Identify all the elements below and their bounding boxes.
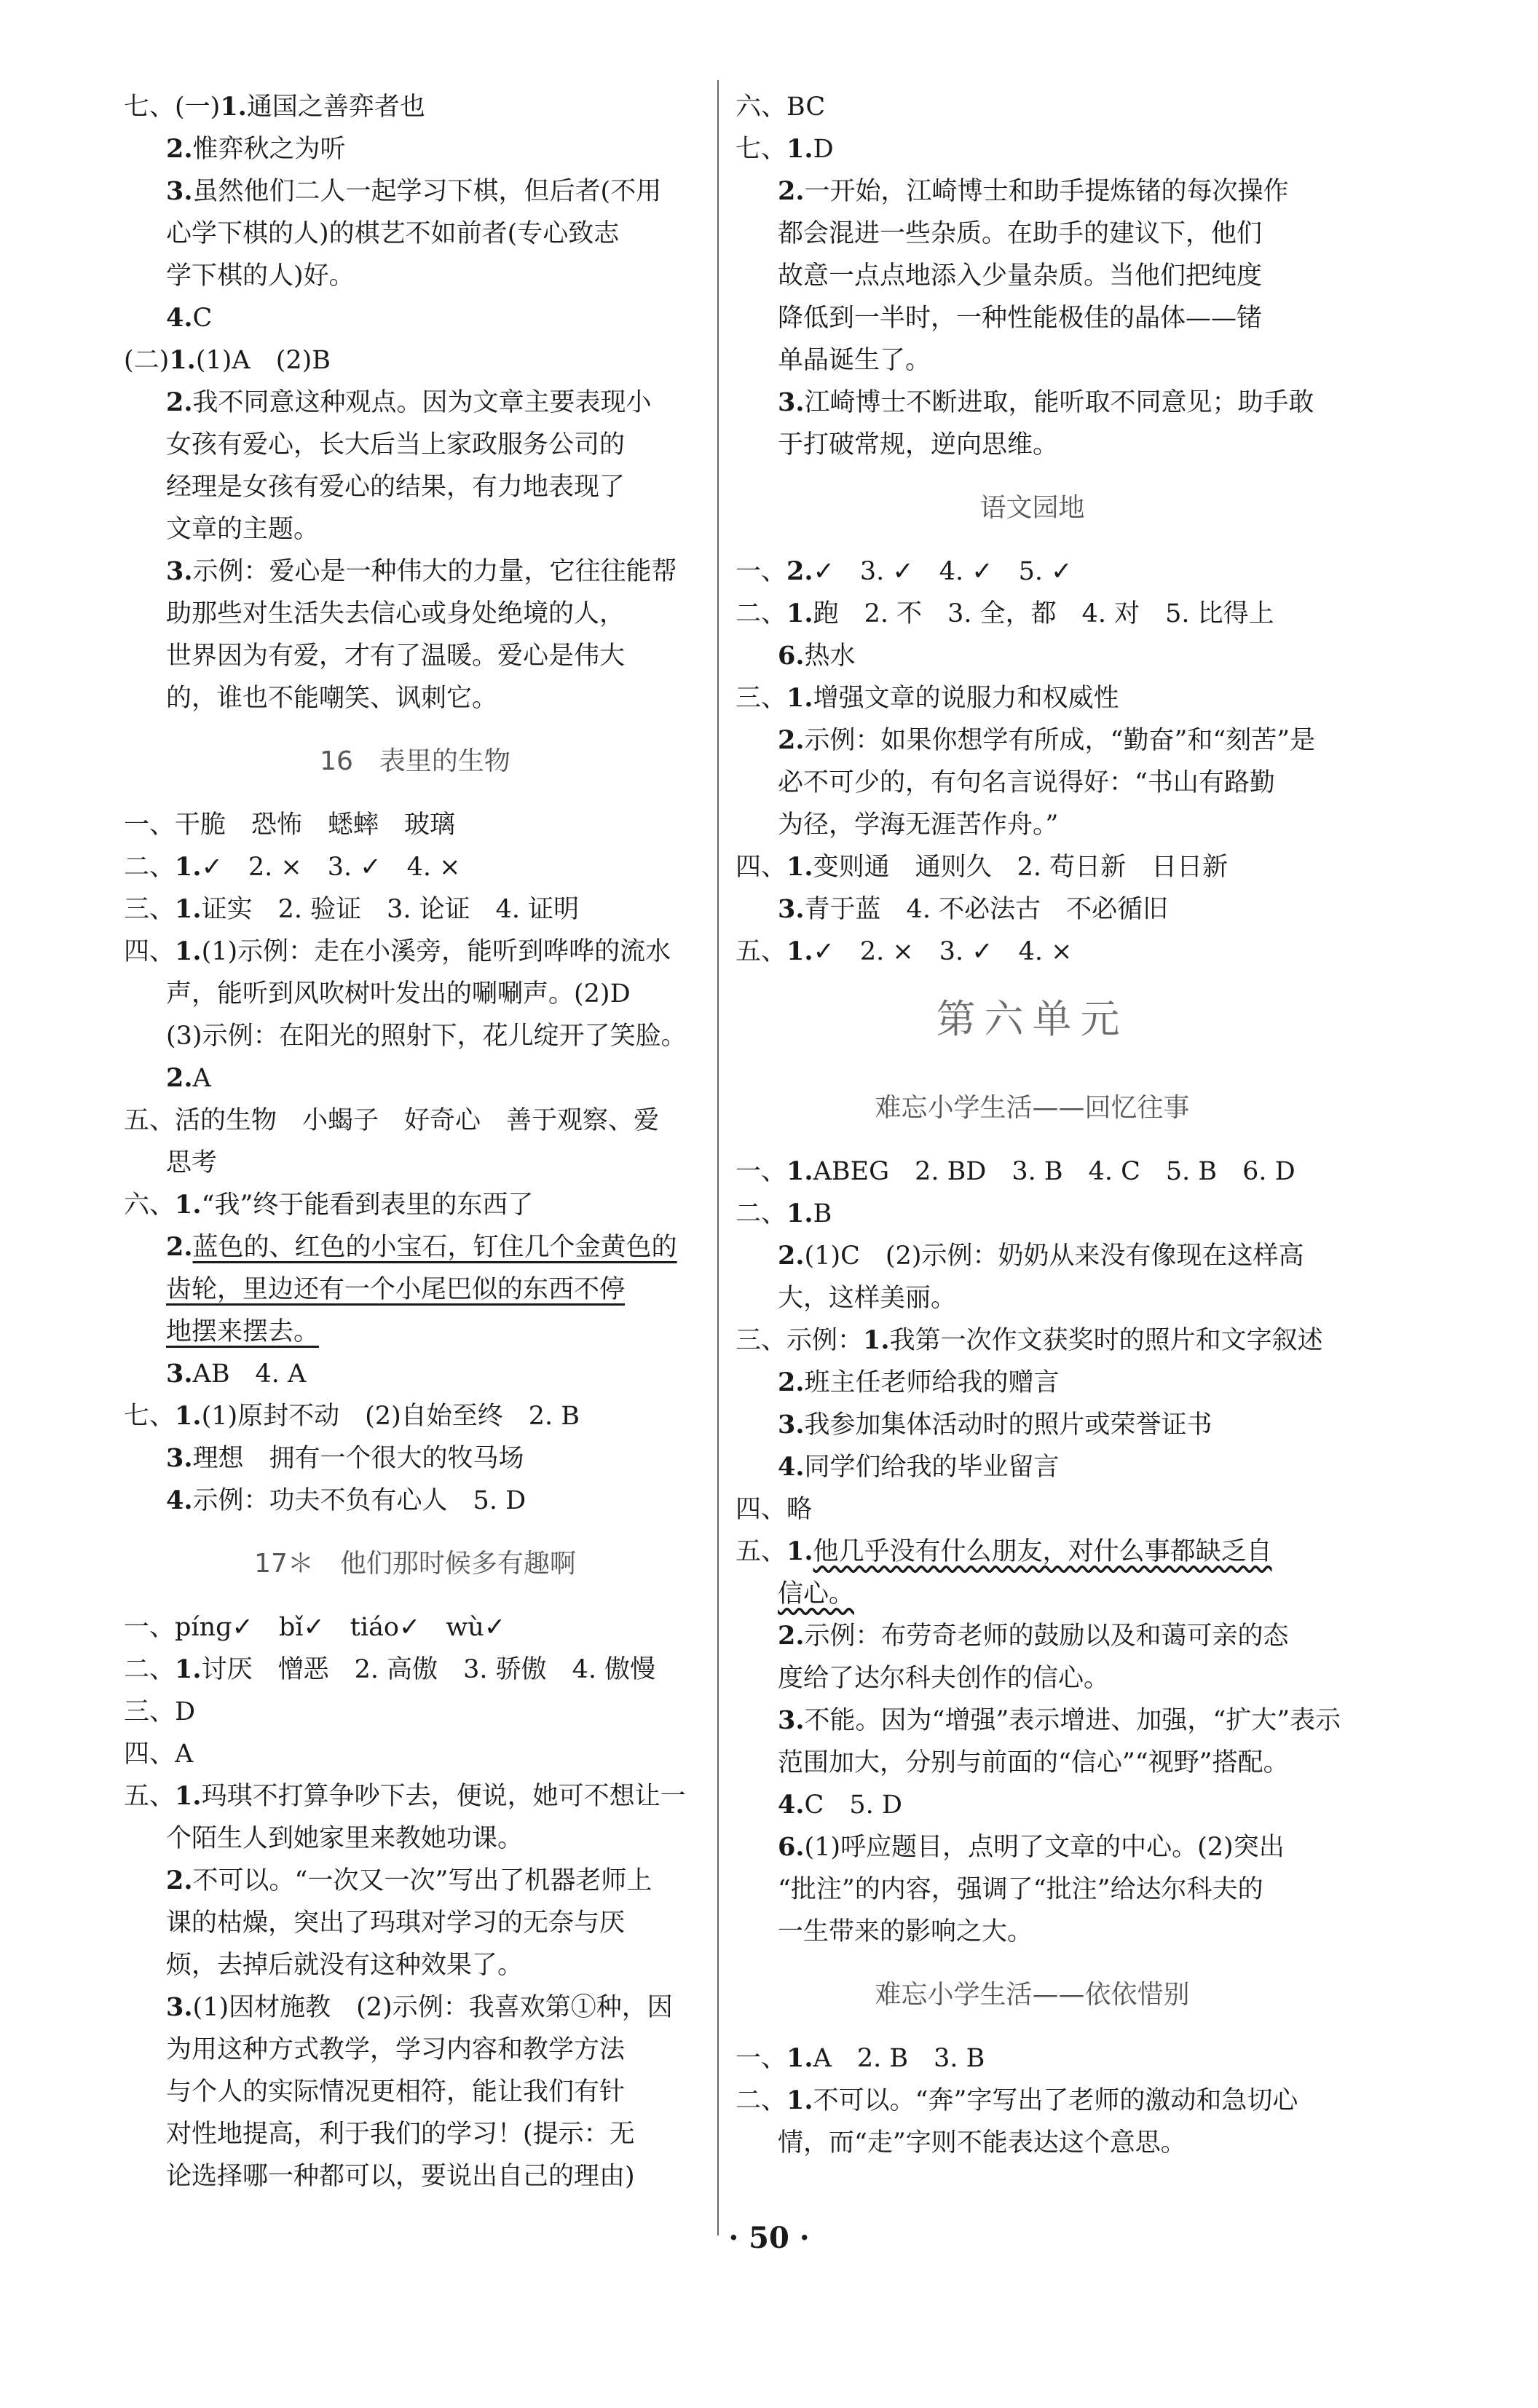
answer-text: 心学下棋的人)的棋艺不如前者(专心致志 [166,219,620,248]
item-number: 1. [786,134,813,164]
answer-text: ABEG 2. BD 3. B 4. C 5. B 6. D [813,1157,1296,1186]
question-section: 七、(一) [124,92,221,122]
answer-line [124,2113,706,2155]
question-section: 一、 [124,810,176,840]
answer-line [124,1775,706,1817]
answer-text: 活的生物 小蝎子 好奇心 善于观察、爱 [175,1106,660,1135]
question-section: 三、 [124,895,176,924]
answer-line [124,1015,706,1057]
answer-text: 不可以。“奔”字写出了老师的激动和急切心 [813,2086,1298,2115]
item-number: 2. [166,1866,193,1895]
answer-text: 不可以。“一次又一次”写出了机器老师上 [192,1866,652,1895]
item-number: 1. [786,936,813,966]
answer-line [124,1353,706,1395]
question-section: 二、 [736,1199,787,1228]
answer-line [736,1826,1329,1868]
question-section: 七、 [124,1402,176,1431]
answer-line [736,382,1329,424]
answer-line [124,508,706,550]
item-number: 1. [175,1654,202,1684]
answer-text: 增强文章的说服力和权威性 [813,684,1119,713]
answer-line [124,1480,706,1522]
answer-text: A 2. B 3. B [813,2044,985,2073]
question-section: 五、 [736,937,787,966]
answer-line [124,1268,706,1311]
answer-text: ✓ 2. × 3. ✓ 4. × [201,853,461,882]
answer-line [736,1700,1341,1742]
answer-text: 情，而“走”字则不能表达这个意思。 [778,2128,1186,2158]
answer-line [736,424,1329,466]
answer-text: 课的枯燥，突出了玛琪对学习的无奈与厌 [166,1908,626,1938]
answer-text: 示例：爱心是一种伟大的力量，它往往能帮 [192,557,677,586]
answer-text: 信心。 [778,1579,855,1608]
item-number: 3. [166,1992,193,2022]
answer-line [736,297,1329,339]
item-number: 1. [175,1190,202,1220]
answer-line [736,339,1329,382]
answer-line [124,973,706,1015]
answer-text: 玛琪不打算争吵下去，便说，她可不想让一 [201,1782,686,1811]
answer-line [736,170,1329,213]
answer-line [124,2029,706,2071]
answer-text: 度给了达尔科夫创作的信心。 [778,1664,1110,1693]
answer-text: 我不同意这种观点。因为文章主要表现小 [192,388,652,417]
item-number: 2. [778,1621,805,1651]
answer-text: pínɡ✓ bǐ✓ tiáo✓ wù✓ [175,1613,506,1642]
page-number: · 50 · [728,2221,810,2255]
answer-line [124,804,706,846]
answer-text: 一开始，江崎博士和助手提炼锗的每次操作 [804,177,1289,206]
answer-line [124,846,706,888]
item-number: 4. [778,1452,805,1482]
answer-text: 对性地提高，利于我们的学习！(提示：无 [166,2120,635,2149]
answer-line [736,1235,1329,1277]
answer-line [124,1860,706,1902]
answer-line [124,593,706,635]
answer-line [124,1142,706,1184]
question-section: 四、 [736,1495,787,1524]
answer-line [124,382,706,424]
item-number: 4. [778,1790,805,1820]
answer-line [124,424,706,466]
item-number: 1. [786,2085,813,2115]
item-number: 1. [786,683,813,713]
answer-text: 江崎博士不断进取，能听取不同意见；助手敢 [804,388,1314,417]
item-number: 2. [778,176,805,206]
answer-line [124,1649,706,1691]
answer-text: 都会混进一些杂质。在助手的建议下，他们 [778,219,1263,248]
answer-line [124,339,706,382]
answer-line [736,1868,1329,1911]
question-section: 一、 [736,1157,787,1186]
answer-line [124,128,706,170]
question-section: 四、 [736,853,787,882]
question-section: 五、 [124,1782,176,1811]
item-number: 1. [786,599,813,628]
item-number: 3. [778,387,805,417]
answer-text: B [813,1199,832,1228]
answer-line [124,1184,706,1226]
answer-text: 他几乎没有什么朋友，对什么事都缺乏自 [813,1537,1272,1566]
item-number: 1. [175,1781,202,1811]
answer-line [124,2071,706,2113]
answer-text: 文章的主题。 [166,515,320,544]
answer-line [736,1573,1329,1615]
question-section: 六、 [736,92,787,122]
answer-line [736,1615,1329,1657]
answer-line [124,1395,706,1437]
unit-title: 第六单元 [936,996,1129,1042]
answer-line [736,804,1329,846]
answer-text: 干脆 恐怖 蟋蟀 玻璃 [175,810,456,840]
answer-text: 略 [786,1495,813,1524]
answer-line [736,1150,1329,1193]
item-number: 3. [166,176,193,206]
answer-line [736,2122,1329,2164]
answer-text: 变则通 通则久 2. 苟日新 日日新 [813,853,1229,882]
answer-line [736,550,1329,593]
item-number: 4. [166,303,193,333]
answer-text: 齿轮，里边还有一个小尾巴似的东西不停 [166,1275,626,1304]
section-title: 17＊ 他们那时候多有趣啊 [254,1549,576,1579]
answer-line [736,931,1329,973]
answer-text: 助那些对生活失去信心或身处绝境的人， [166,599,626,628]
item-number: 1. [863,1325,890,1355]
answer-line [124,170,706,213]
answer-line [124,1057,706,1100]
right-column [736,86,1341,2164]
answer-line [124,255,706,297]
item-number: 3. [166,1443,193,1473]
answer-text: 热水 [804,642,856,671]
item-number: 4. [166,1485,193,1515]
answer-text: (1)C (2)示例：奶奶从来没有像现在这样高 [804,1241,1304,1271]
item-number: 1. [175,852,202,882]
answer-text: 于打破常规，逆向思维。 [778,430,1059,459]
answer-line [736,1657,1329,1700]
answer-text: 示例：如果你想学有所成，“勤奋”和“刻苦”是 [804,726,1316,755]
question-section: (二) [124,346,170,375]
answer-line [124,888,706,931]
answer-text: 烦，去掉后就没有这种效果了。 [166,1951,524,1980]
answer-line [124,1986,706,2029]
question-section: 二、 [124,853,176,882]
answer-text: 思考 [166,1148,218,1177]
answer-line [736,762,1329,804]
answer-line [124,1902,706,1944]
answer-line [124,297,706,339]
item-number: 1. [175,1401,202,1431]
answer-text: ✓ 3. ✓ 4. ✓ 5. ✓ [813,557,1073,586]
answer-text: 示例：布劳奇老师的鼓励以及和蔼可亲的态 [804,1622,1289,1651]
answer-line [736,255,1329,297]
question-section: 二、 [736,599,787,628]
answer-line [124,1226,706,1268]
answer-text: 女孩有爱心，长大后当上家政服务公司的 [166,430,626,459]
item-number: 1. [786,1156,813,1186]
answer-line [736,213,1329,255]
answer-line [124,1311,706,1353]
answer-text: 虽然他们二人一起学习下棋，但后者(不用 [192,177,662,206]
question-section: 三、示例： [736,1326,864,1355]
answer-line [736,888,1329,931]
answer-text: (1)示例：走在小溪旁，能听到哗哗的流水 [201,937,671,966]
answer-line [736,1784,1329,1826]
question-section: 六、 [124,1191,176,1220]
answer-text: 我第一次作文获奖时的照片和文字叙述 [889,1326,1323,1355]
answer-text: 惟弈秋之为听 [192,135,346,164]
answer-line [124,2155,706,2198]
section-title: 语文园地 [979,493,1085,523]
answer-text: BC [786,92,826,122]
answer-line [736,2037,1329,2080]
answer-line [124,677,706,719]
item-number: 6. [778,1832,805,1862]
answer-line [124,635,706,677]
answer-line [736,1446,1329,1488]
section-title: 难忘小学生活——依依惜别 [875,1980,1190,2010]
answer-text: 为用这种方式教学，学习内容和教学方法 [166,2035,626,2064]
answer-text: 的，谁也不能嘲笑、讽刺它。 [166,684,498,713]
answer-line [736,635,1329,677]
item-number: 1. [786,852,813,882]
answer-line [736,1193,1329,1235]
answer-text: 必不可少的，有句名言说得好：“书山有路勤 [778,768,1275,797]
answer-text: 班主任老师给我的赠言 [804,1368,1060,1397]
answer-line [124,1817,706,1860]
answer-line [736,1362,1329,1404]
answer-line [124,1944,706,1986]
answer-text: A [175,1740,194,1769]
answer-text: 地摆来摆去。 [166,1317,320,1346]
question-section: 一、 [736,2044,787,2073]
answer-text: (1)A (2)B [195,346,331,375]
answer-line [736,1531,1329,1573]
question-section: 七、 [736,135,787,164]
answer-text: 理想 拥有一个很大的牧马场 [192,1444,524,1473]
answer-line [124,1733,706,1775]
answer-line [736,593,1329,635]
item-number: 1. [786,1536,813,1566]
answer-text: 通国之善弈者也 [246,92,425,122]
answer-text: 蓝色的、红色的小宝石，钉住几个金黄色的 [192,1233,677,1262]
item-number: 2. [166,1232,193,1262]
answer-text: 我参加集体活动时的照片或荣誉证书 [804,1410,1212,1440]
item-number: 2. [166,134,193,164]
answer-text: D [175,1697,196,1726]
answer-text: 经理是女孩有爱心的结果，有力地表现了 [166,473,626,502]
answer-line [736,2080,1329,2122]
answer-text: 单晶诞生了。 [778,346,931,375]
answer-text: 讨厌 憎恶 2. 高傲 3. 骄傲 4. 傲慢 [201,1655,656,1684]
item-number: 1. [220,92,247,122]
question-section: 一、 [124,1613,176,1642]
left-column [124,86,706,2198]
item-number: 3. [166,1359,193,1389]
answer-text: 为径，学海无涯苦作舟。” [778,810,1059,840]
item-number: 2. [778,725,805,755]
item-number: 2. [166,1063,193,1093]
item-number: 3. [778,1410,805,1440]
item-number: 1. [175,894,202,924]
answer-text: A [192,1064,211,1093]
answer-text: 声，能听到风吹树叶发出的唰唰声。(2)D [166,979,631,1008]
answer-text: (1)因材施教 (2)示例：我喜欢第①种，因 [192,1993,673,2022]
column-divider [717,80,719,2235]
answer-text: D [813,135,834,164]
answer-line [736,677,1329,719]
answer-line [736,1319,1329,1362]
item-number: 2. [778,1367,805,1397]
answer-text: “我”终于能看到表里的东西了 [201,1191,534,1220]
answer-text: C [192,304,213,333]
answer-line [736,128,1329,170]
question-section: 二、 [736,2086,787,2115]
answer-line [736,86,1329,128]
answer-text: 跑 2. 不 3. 全，都 4. 对 5. 比得上 [813,599,1274,628]
answer-text: 同学们给我的毕业留言 [804,1453,1060,1482]
item-number: 3. [166,556,193,586]
item-number: 3. [778,1705,805,1735]
answer-text: 与个人的实际情况更相符，能让我们有针 [166,2077,626,2107]
answer-text: (1)原封不动 (2)自始至终 2. B [201,1402,580,1431]
item-number: 1. [169,345,196,375]
answer-text: 故意一点点地添入少量杂质。当他们把纯度 [778,261,1263,291]
answer-text: ✓ 2. × 3. ✓ 4. × [813,937,1073,966]
answer-text: 一生带来的影响之大。 [778,1917,1033,1946]
answer-text: 不能。因为“增强”表示增进、加强，“扩大”表示 [804,1706,1341,1735]
question-section: 四、 [124,1740,176,1769]
answer-line [736,1742,1329,1784]
answer-text: “批注”的内容，强调了“批注”给达尔科夫的 [778,1875,1263,1904]
item-number: 1. [786,1199,813,1228]
answer-line [124,86,706,128]
answer-line [124,213,706,255]
section-title: 难忘小学生活——回忆往事 [875,1093,1190,1123]
question-section: 一、 [736,557,787,586]
answer-text: 世界因为有爱，才有了温暖。爱心是伟大 [166,642,626,671]
answer-text: 大，这样美丽。 [778,1284,957,1313]
answer-line [124,550,706,593]
answer-line [736,719,1329,762]
question-section: 三、 [736,684,787,713]
answer-line [736,1911,1329,1953]
answer-line [736,846,1329,888]
answer-line [124,466,706,508]
answer-text: (1)呼应题目，点明了文章的中心。(2)突出 [804,1833,1285,1862]
answer-text: 论选择哪一种都可以，要说出自己的理由) [166,2162,635,2191]
answer-line [124,1437,706,1480]
answer-line [736,1277,1329,1319]
answer-text: 降低到一半时，一种性能极佳的晶体——锗 [778,304,1263,333]
question-section: 三、 [124,1697,176,1726]
item-number: 2. [166,387,193,417]
answer-text: C 5. D [804,1791,902,1820]
question-section: 四、 [124,937,176,966]
answer-line [736,1488,1329,1531]
answer-line [124,1691,706,1733]
answer-text: 示例：功夫不负有心人 5. D [192,1486,527,1515]
answer-line [124,1606,706,1649]
answer-line [124,1100,706,1142]
item-number: 3. [778,894,805,924]
answer-line [124,931,706,973]
item-number: 1. [175,936,202,966]
question-section: 五、 [124,1106,176,1135]
answer-text: 学下棋的人)好。 [166,261,355,291]
question-section: 五、 [736,1537,787,1566]
item-number: 6. [778,641,805,671]
answer-text: AB 4. A [192,1359,307,1389]
item-number: 2. [778,1241,805,1271]
section-title: 16 表里的生物 [320,746,510,776]
item-number: 2. [786,556,813,586]
answer-text: 个陌生人到她家里来教她功课。 [166,1824,524,1853]
answer-text: 青于蓝 4. 不必法古 不必循旧 [804,895,1169,924]
question-section: 二、 [124,1655,176,1684]
answer-text: 范围加大，分别与前面的“信心”“视野”搭配。 [778,1748,1289,1777]
item-number: 1. [786,2043,813,2073]
answer-text: (3)示例：在阳光的照射下，花儿绽开了笑脸。 [166,1022,687,1051]
answer-text: 证实 2. 验证 3. 论证 4. 证明 [201,895,580,924]
answer-line [736,1404,1329,1446]
